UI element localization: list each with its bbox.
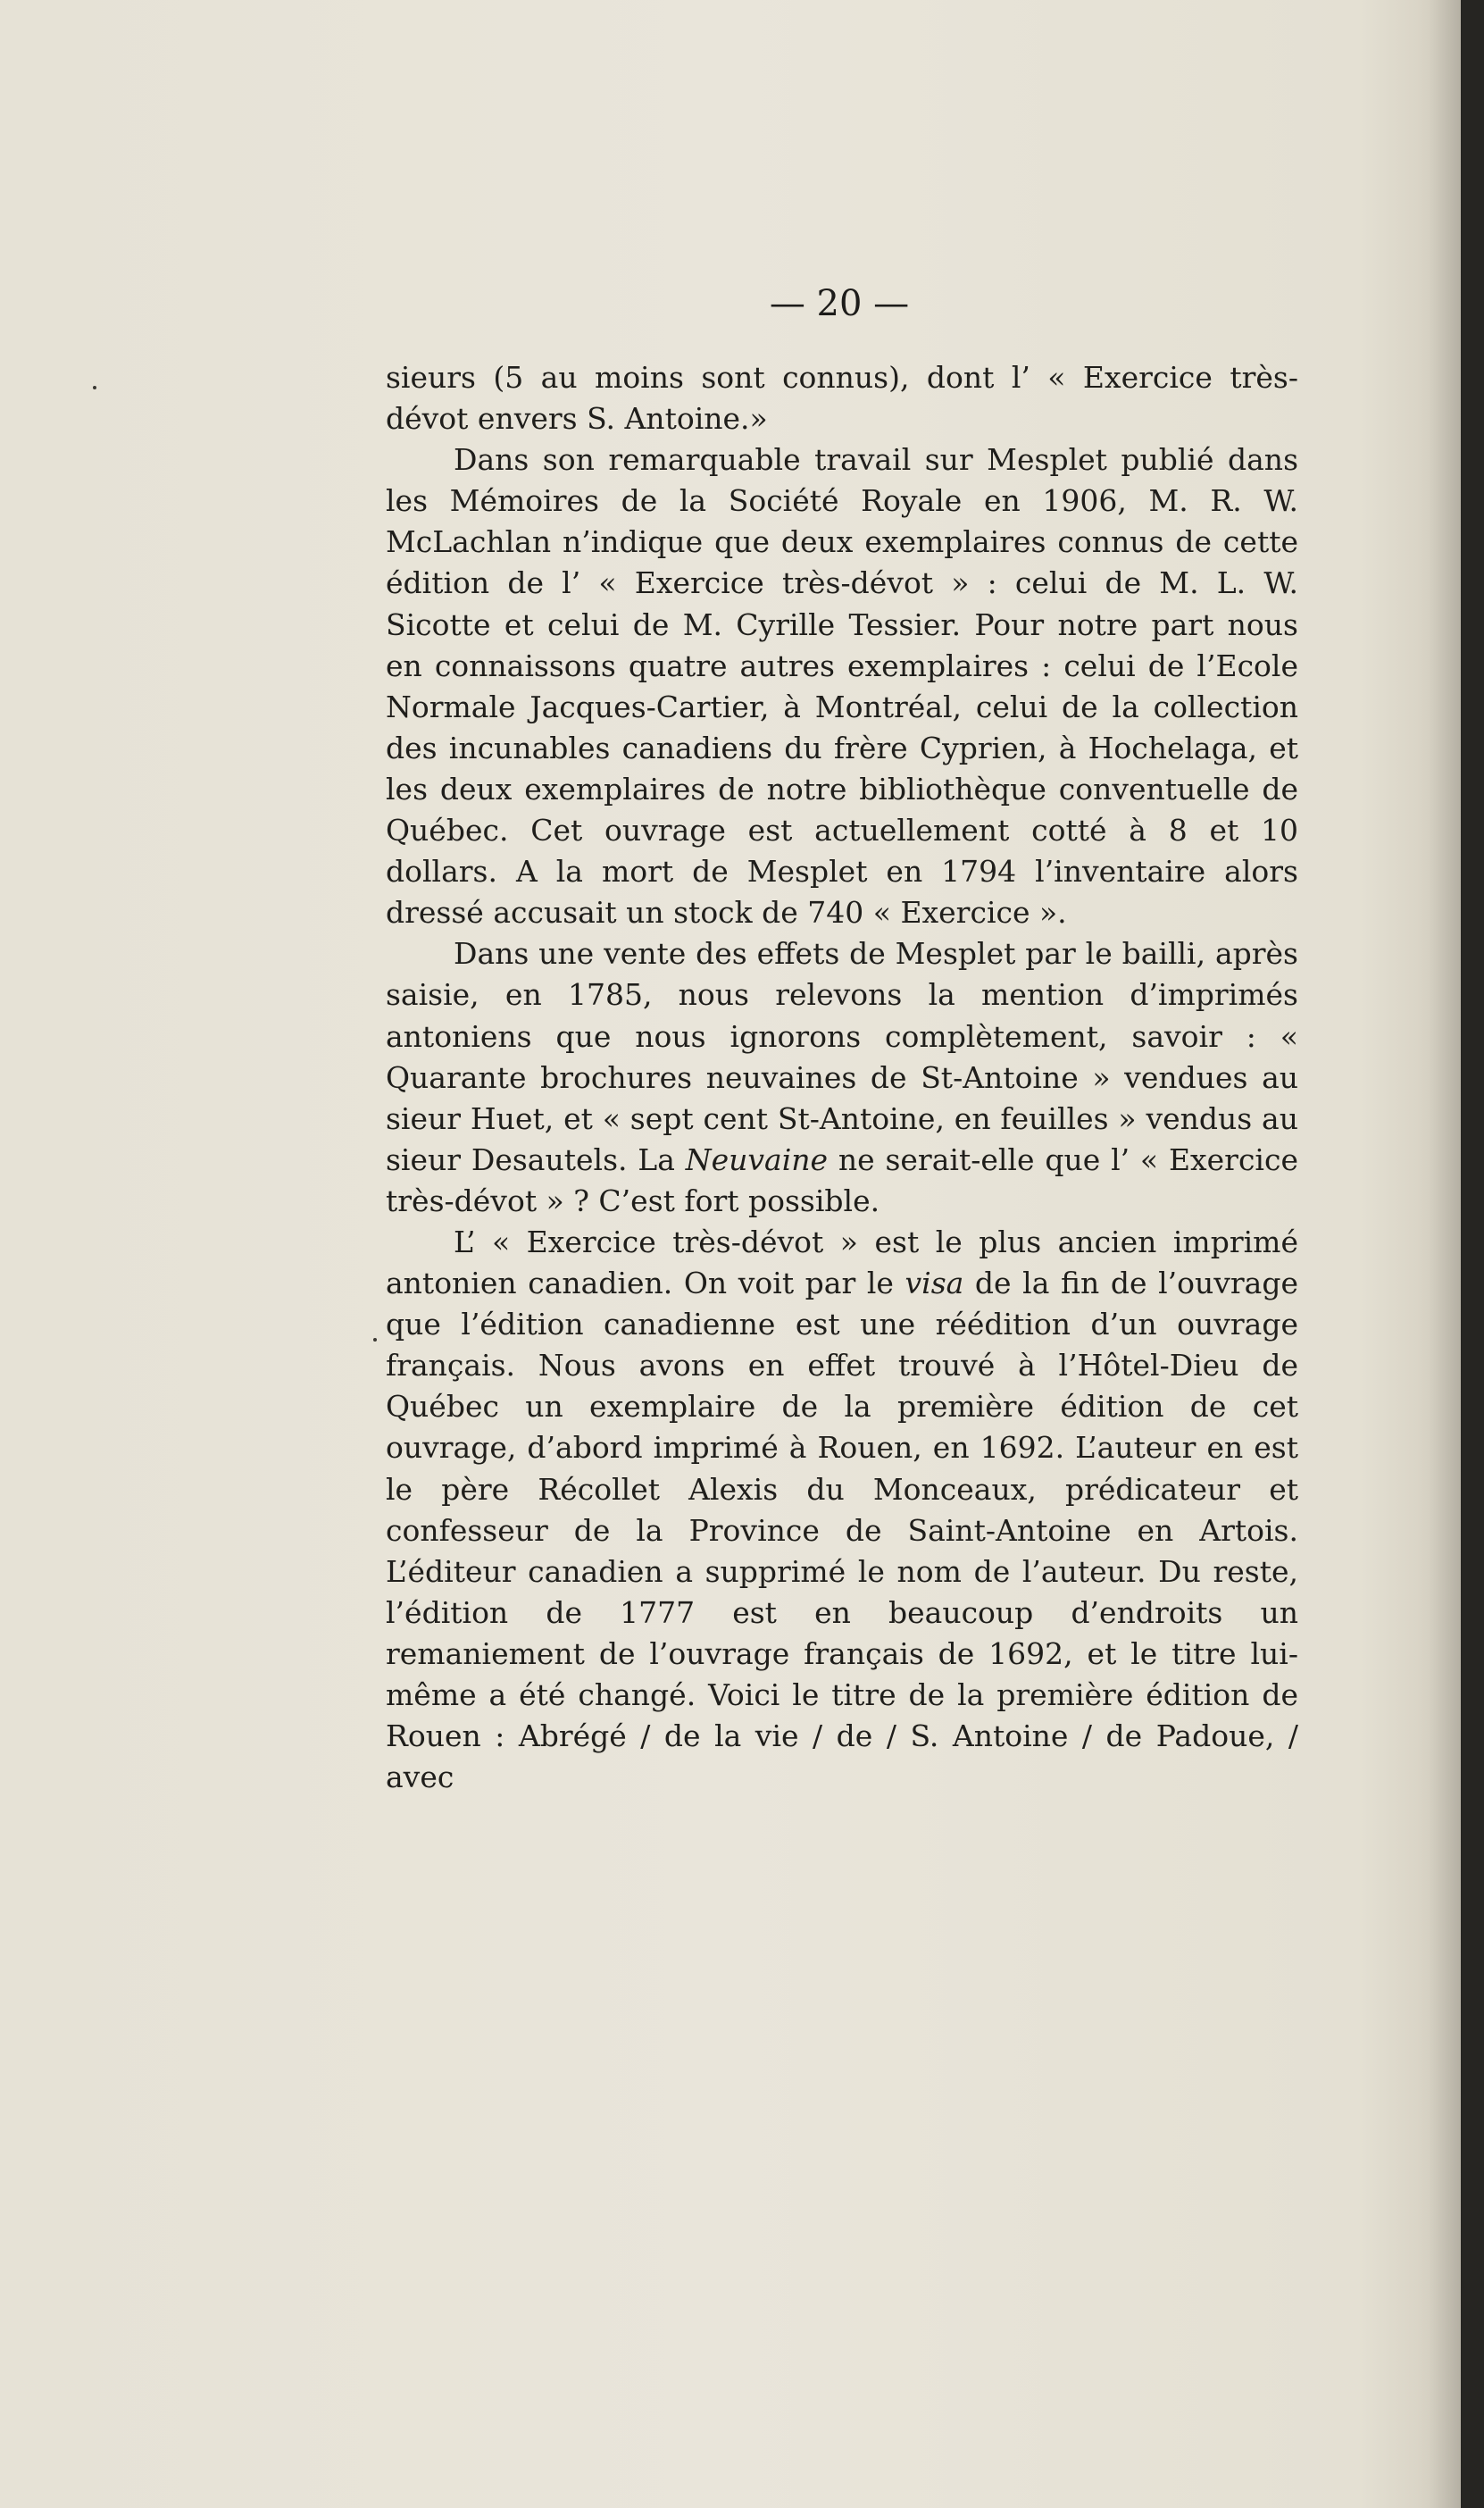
italic-term-visa: visa (905, 1266, 964, 1301)
paragraph-text-segment: Dans une vente des effets de Mesplet par le bailli, après saisie, en 1785, nous relevons la mention d’imprimés antoniens que nous ignorons complètement, savoir : « Quarante brochures neuvaines de St-Antoine » vendues au sieur Huet, et « sept cent St-Antoine, en feuilles » vendus au sieur Desautels. La (386, 936, 1298, 1177)
paragraph-mesplet-memoires: Dans son remarquable travail sur Mesplet publié dans les Mémoires de la Société Royale en 1906, M. R. W. McLachlan n’indique que deux exemplaires connus de cette édition de l’ « Exercice très-dévot » : celui de M. L. W. Sicotte et celui de M. Cyrille Tessier. Pour notre part nous en connaissons quatre autres exemplaires : celui de l’Ecole Normale Jacques-Cartier, à Montréal, celui de la collection des incunables canadiens du frère Cyprien, à Hochelaga, et les deux exemplaires de notre bibliothèque conventuelle de Québec. Cet ouvrage est actuellement cotté à 8 et 10 dollars. A la mort de Mesplet en 1794 l’inventaire alors dressé accusait un stock de 740 « Exercice ». (386, 442, 1298, 931)
paragraph-text-segment: ne serait-elle que l’ « Exercice très-dévot » ? C’est fort possible. (386, 1141, 1298, 1218)
paragraph-continuation: sieurs (5 au moins sont connus), dont l’ « Exercice très-dévot envers S. Antoine.» (386, 360, 1298, 437)
paragraph-text-segment: de la fin de l’ouvrage que l’édition canadienne est une réédition d’un ouvrage français. Nous avons en effet trouvé à l’Hôtel-Dieu de Québec un exemplaire de la première édition de cet ouvrage, d’abord imprimé à Rouen, en 1692. L’auteur en est le père Récollet Alexis du Monceaux, prédicateur et confesseur de la Province de Saint-Antoine en Artois. L’éditeur canadien a supprimé le nom de l’auteur. Du reste, l’édition de 1777 est en beaucoup d’endroits un remaniement de l’ouvrage français de 1692, et le titre lui-même a été changé. Voici le titre de la première édition de Rouen : Abrégé / de la vie / de / S. Antoine / de Padoue, / avec (386, 1266, 1298, 1795)
stray-ink-mark (373, 1338, 377, 1342)
paragraph-vente-bailli (386, 933, 1298, 1222)
page-edge-shadow (1429, 0, 1461, 2508)
body-text (386, 357, 1298, 1798)
page-number: — 20 — (769, 283, 910, 324)
stray-ink-mark (93, 386, 96, 389)
paragraph-text-segment: L’ « Exercice très-dévot » est le plus ancien imprimé antonien canadien. On voit par le (386, 1224, 1298, 1301)
paragraph-plus-ancien-imprime (386, 1222, 1298, 1798)
italic-term-neuvaine: Neuvaine (685, 1141, 829, 1177)
